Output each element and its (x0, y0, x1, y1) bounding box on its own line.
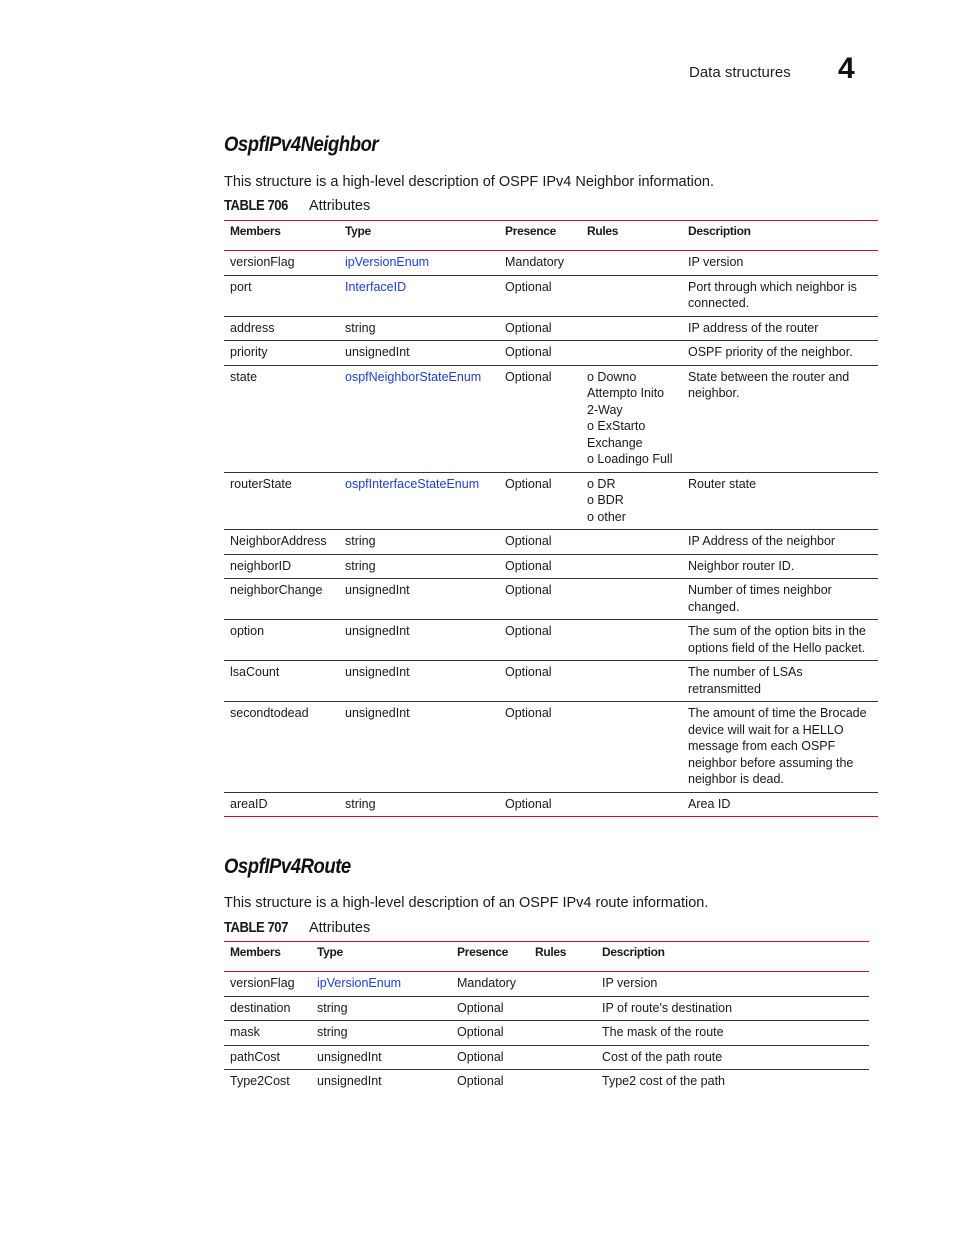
type-cell: string (345, 796, 376, 811)
presence-cell: Optional (505, 624, 552, 638)
table-caption-707 (224, 920, 370, 936)
presence-cell: Optional (457, 1049, 504, 1064)
description-cell: OSPF priority of the neighbor. (688, 345, 853, 359)
section-intro-route: This structure is a high-level description of an OSPF IPv4 route information. (224, 895, 709, 911)
table-row (224, 530, 878, 555)
rule-item: o Downo Attempto Inito 2-Way (587, 369, 665, 417)
table-caption-706 (224, 198, 370, 214)
presence-cell: Optional (505, 796, 552, 811)
rules-cell (581, 620, 682, 661)
presence-cell: Optional (505, 320, 552, 335)
type-cell: unsignedInt (345, 345, 410, 359)
rules-cell (529, 1070, 596, 1094)
member-cell: versionFlag (230, 255, 295, 269)
presence-cell: Mandatory (457, 976, 517, 990)
rules-cell (581, 554, 682, 579)
type-cell: unsignedInt (345, 583, 410, 597)
table-label: TABLE 706 (224, 198, 288, 214)
description-cell: The number of LSAs retransmitted (688, 665, 803, 696)
presence-cell: Optional (457, 1000, 504, 1015)
member-cell: lsaCount (230, 665, 280, 679)
type-cell: string (317, 1000, 348, 1015)
column-header: Description (688, 224, 751, 238)
table-row (224, 972, 869, 997)
presence-cell: Optional (505, 583, 552, 597)
presence-cell: Optional (505, 665, 552, 679)
rules-cell (581, 316, 682, 341)
member-cell: mask (230, 1025, 260, 1039)
type-cell: unsignedInt (345, 706, 410, 720)
member-cell: secondtodead (230, 706, 309, 720)
rules-cell (581, 341, 682, 366)
description-cell: Neighbor router ID. (688, 558, 795, 573)
type-link[interactable]: ipVersionEnum (317, 976, 402, 990)
rule-item: o BDR (587, 493, 624, 507)
table-row (224, 275, 878, 316)
presence-cell: Optional (457, 1074, 504, 1088)
column-header: Rules (587, 224, 619, 238)
table-caption-text: Attributes (308, 198, 371, 214)
column-header: Type (345, 224, 371, 238)
presence-cell: Optional (505, 345, 552, 359)
presence-cell: Optional (505, 706, 552, 720)
chapter-number: 4 (838, 52, 855, 85)
table-row (224, 661, 878, 702)
rules-cell (529, 1021, 596, 1046)
description-cell: IP Address of the neighbor (688, 534, 836, 548)
member-cell: state (230, 369, 258, 384)
type-link[interactable]: ipVersionEnum (345, 255, 430, 269)
type-link[interactable]: InterfaceID (345, 279, 407, 294)
member-cell: neighborChange (230, 583, 323, 597)
presence-cell: Optional (505, 369, 552, 384)
member-cell: option (230, 624, 265, 638)
column-header: Presence (505, 224, 556, 238)
rules-cell (529, 1045, 596, 1070)
rules-cell (581, 251, 682, 276)
rules-cell (581, 530, 682, 555)
rules-cell (581, 579, 682, 620)
description-cell: The sum of the option bits in the options field of the Hello packet. (688, 624, 866, 655)
description-cell: The mask of the route (602, 1025, 724, 1039)
table-row (224, 316, 878, 341)
attributes-table-707 (224, 941, 869, 1094)
table-row (224, 620, 878, 661)
member-cell: destination (230, 1000, 291, 1015)
type-cell: string (345, 534, 376, 548)
rule-item: o DR (587, 476, 616, 491)
section-intro-neighbor: This structure is a high-level description of OSPF IPv4 Neighbor information. (224, 174, 714, 190)
table-row (224, 1045, 869, 1070)
rule-item: o Loadingo Full (587, 452, 673, 466)
presence-cell: Mandatory (505, 255, 565, 269)
member-cell: address (230, 320, 275, 335)
running-header-section: Data structures (689, 64, 791, 81)
member-cell: port (230, 279, 252, 294)
member-cell: areaID (230, 796, 268, 811)
description-cell: IP of route's destination (602, 1000, 733, 1015)
table-row (224, 702, 878, 793)
description-cell: Type2 cost of the path (602, 1074, 725, 1088)
presence-cell: Optional (457, 1025, 504, 1039)
rule-item: o ExStarto Exchange (587, 419, 646, 450)
column-header: Presence (457, 945, 508, 959)
rules-cell (581, 365, 682, 472)
description-cell: IP version (602, 976, 658, 990)
type-cell: string (317, 1025, 348, 1039)
member-cell: versionFlag (230, 976, 295, 990)
type-cell: string (345, 320, 376, 335)
description-cell: State between the router and neighbor. (688, 369, 850, 400)
table-header-row (224, 942, 869, 972)
description-cell: The amount of time the Brocade device will wait for a HELLO message from each OSPF neighbor before assuming the neighbor is dead. (688, 706, 867, 786)
description-cell: Router state (688, 476, 757, 491)
type-cell: unsignedInt (317, 1074, 382, 1088)
table-header-row (224, 221, 878, 251)
column-header: Type (317, 945, 343, 959)
table-row (224, 251, 878, 276)
table-row (224, 579, 878, 620)
rules-cell (581, 275, 682, 316)
member-cell: routerState (230, 476, 292, 491)
column-header: Members (230, 224, 281, 238)
description-cell: Cost of the path route (602, 1049, 723, 1064)
description-cell: Number of times neighbor changed. (688, 583, 832, 614)
rule-item: o other (587, 509, 626, 524)
member-cell: Type2Cost (230, 1074, 290, 1088)
member-cell: pathCost (230, 1049, 281, 1064)
type-cell: unsignedInt (345, 624, 410, 638)
presence-cell: Optional (505, 558, 552, 573)
member-cell: neighborID (230, 558, 292, 573)
rules-cell (529, 972, 596, 997)
rules-cell (581, 792, 682, 817)
type-cell: string (345, 558, 376, 573)
member-cell: NeighborAddress (230, 534, 327, 548)
member-cell: priority (230, 345, 268, 359)
table-row (224, 1070, 869, 1094)
table-row (224, 365, 878, 472)
presence-cell: Optional (505, 534, 552, 548)
rules-cell (581, 472, 682, 530)
description-cell: Area ID (688, 796, 731, 811)
table-row (224, 792, 878, 817)
section-title-neighbor: OspfIPv4Neighbor (224, 133, 379, 156)
type-cell: unsignedInt (345, 665, 410, 679)
table-caption-text: Attributes (308, 920, 371, 936)
table-label: TABLE 707 (224, 920, 288, 936)
presence-cell: Optional (505, 476, 552, 491)
attributes-table-706 (224, 220, 878, 817)
rules-cell (529, 996, 596, 1021)
rules-cell (581, 702, 682, 793)
table-row (224, 472, 878, 530)
table-row (224, 341, 878, 366)
column-header: Rules (535, 945, 567, 959)
type-link[interactable]: ospfInterfaceStateEnum (345, 476, 480, 491)
table-row (224, 554, 878, 579)
column-header: Description (602, 945, 665, 959)
section-title-route: OspfIPv4Route (224, 855, 351, 878)
description-cell: IP version (688, 255, 744, 269)
table-row (224, 996, 869, 1021)
column-header: Members (230, 945, 281, 959)
description-cell: IP address of the router (688, 320, 819, 335)
type-cell: unsignedInt (317, 1049, 382, 1064)
description-cell: Port through which neighbor is connected. (688, 279, 857, 310)
rules-cell (581, 661, 682, 702)
type-link[interactable]: ospfNeighborStateEnum (345, 369, 482, 384)
table-row (224, 1021, 869, 1046)
presence-cell: Optional (505, 279, 552, 294)
